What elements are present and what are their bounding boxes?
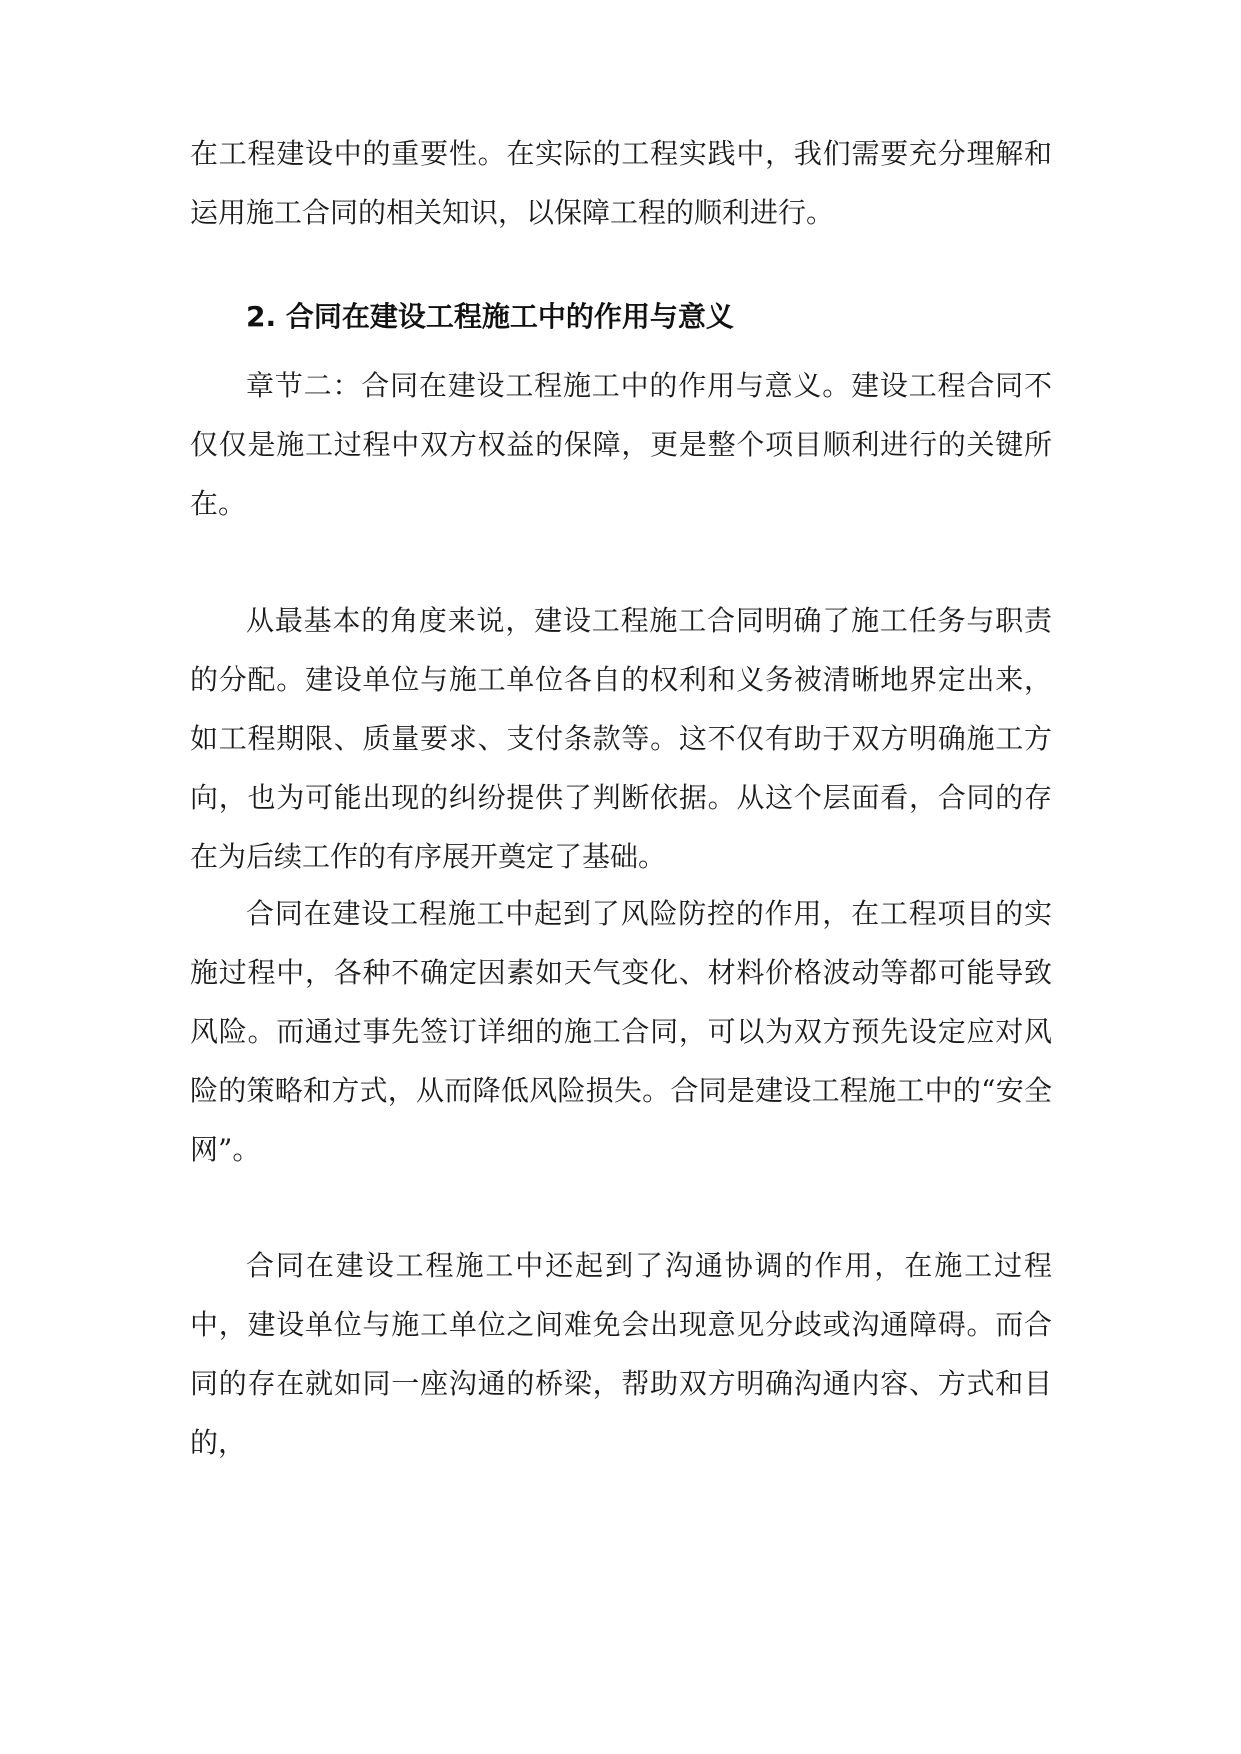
continuation-paragraph: 在工程建设中的重要性。在实际的工程实践中，我们需要充分理解和运用施工合同的相关知识，以保障工程的顺利进行。 <box>190 137 1052 229</box>
paragraph-task-allocation: 从最基本的角度来说，建设工程施工合同明确了施工任务与职责的分配。建设单位与施工单位各自的权利和义务被清晰地界定出来，如工程期限、质量要求、支付条款等。这不仅有助于双方明确施工方向，也为可能出现的纠纷提供了判断依据。从这个层面看，合同的存在为后续工作的有序展开奠定了基础。 <box>190 604 1052 873</box>
section-heading: 2. 合同在建设工程施工中的作用与意义 <box>246 300 734 333</box>
paragraph-communication: 合同在建设工程施工中还起到了沟通协调的作用，在施工过程中，建设单位与施工单位之间难免会出现意见分歧或沟通障碍。而合同的存在就如同一座沟通的桥梁，帮助双方明确沟通内容、方式和目的， <box>190 1249 1052 1459</box>
paragraph-risk-control: 合同在建设工程施工中起到了风险防控的作用，在工程项目的实施过程中，各种不确定因素如天气变化、材料价格波动等都可能导致风险。而通过事先签订详细的施工合同，可以为双方预先设定应对风险的策略和方式，从而降低风险损失。合同是建设工程施工中的“安全网”。 <box>190 897 1052 1166</box>
paragraph-chapter-intro: 章节二：合同在建设工程施工中的作用与意义。建设工程合同不仅仅是施工过程中双方权益的保障，更是整个项目顺利进行的关键所在。 <box>190 369 1052 520</box>
